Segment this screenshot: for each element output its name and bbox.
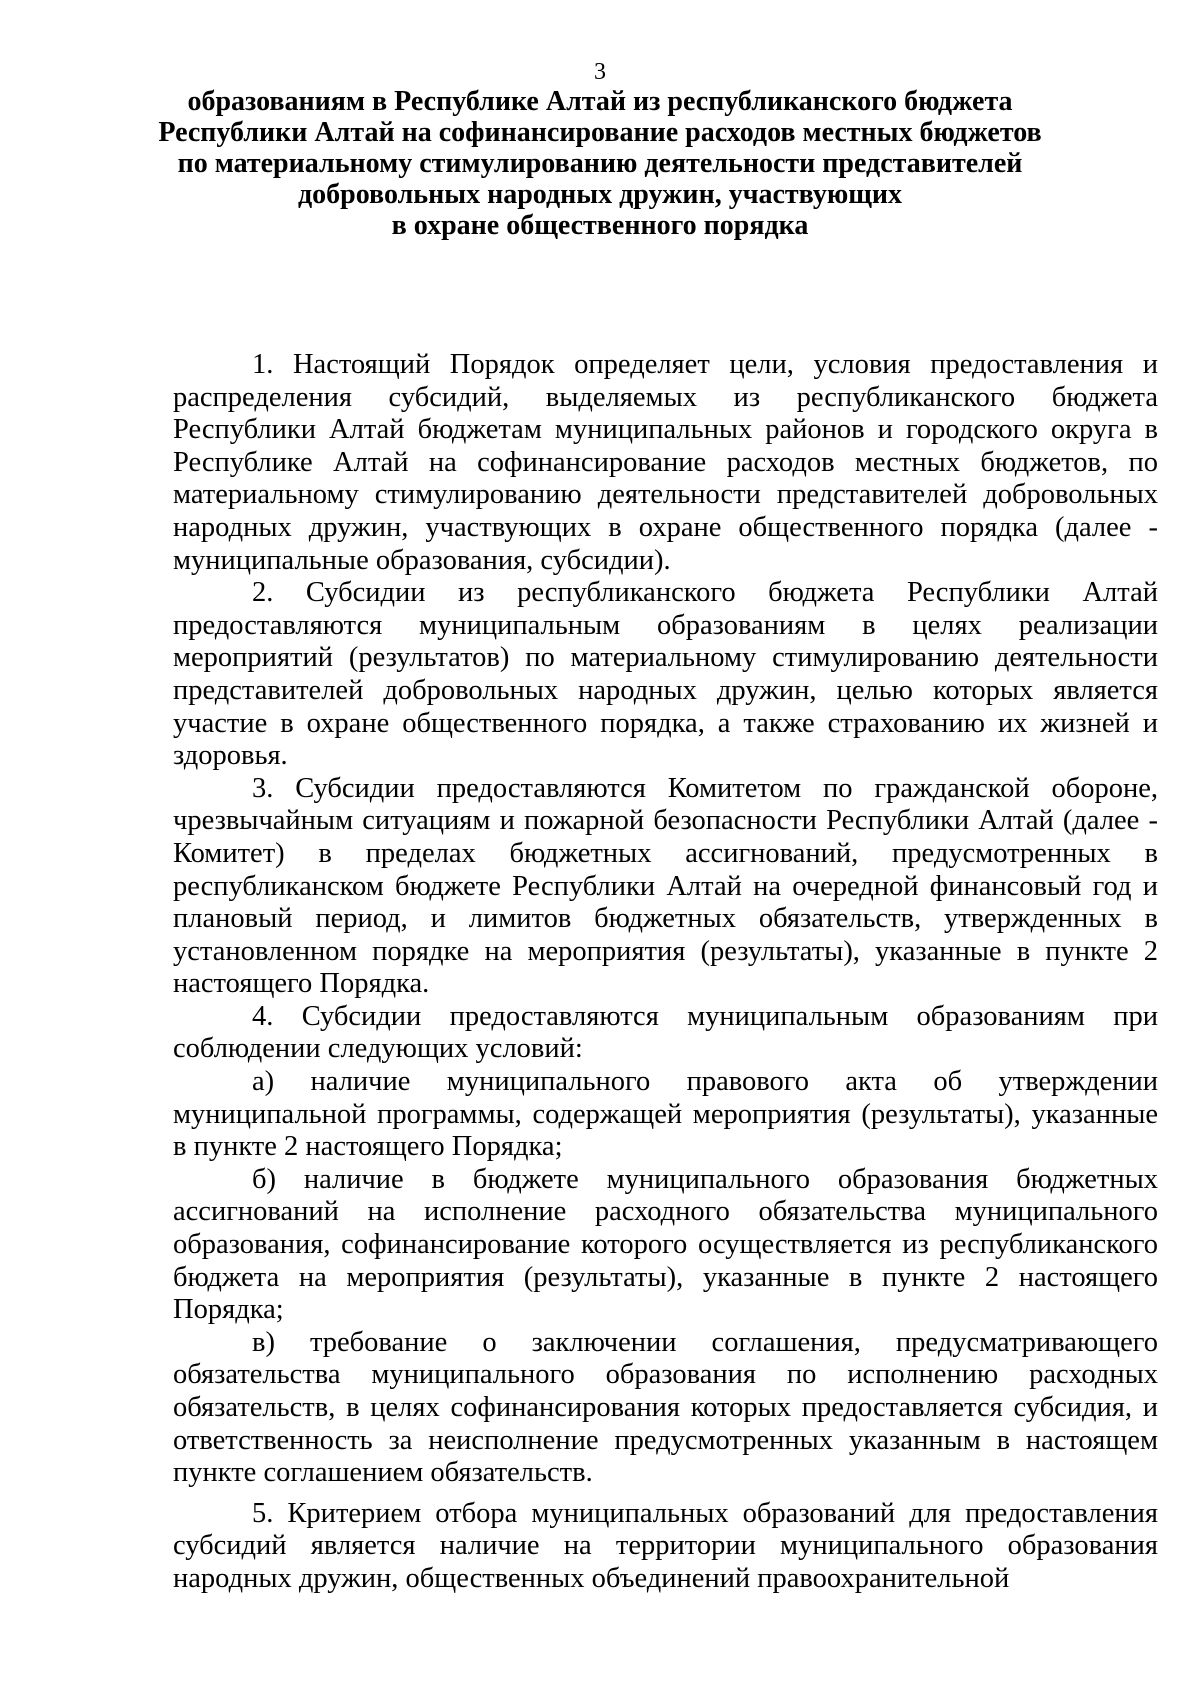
heading-line: добровольных народных дружин, участвующих	[297, 179, 903, 210]
document-heading	[150, 86, 1050, 241]
document-body	[173, 349, 1158, 1596]
paragraph-4: 4. Субсидии предоставляются муниципальным образованиям при соблюдении следующих условий:	[173, 1000, 1158, 1065]
paragraph-5: 5. Критерием отбора муниципальных образований для предоставления субсидий является наличие на территории муниципального образования народных дружин, общественных объединений правоохранительной	[173, 1497, 1158, 1594]
paragraph-4a: а) наличие муниципального правового акта об утверждении муниципальной программы, содержащей мероприятия (результаты), указанные в пункте 2 настоящего Порядка;	[173, 1066, 1158, 1163]
paragraph-4b: б) наличие в бюджете муниципального образования бюджетных ассигнований на исполнение расходного обязательства муниципального образования, софинансирование которого осуществляется из республиканского бюджета на мероприятия (результаты), указанные в пункте 2 настоящего Порядка;	[173, 1163, 1158, 1326]
paragraph-2: 2. Субсидии из республиканского бюджета Республики Алтай предоставляются муниципальным образованиям в целях реализации мероприятий (результатов) по материальному стимулированию деятельности представителей добровольных народных дружин, целью которых является участие в охране общественного порядка, а также страхованию их жизней и здоровья.	[173, 577, 1158, 772]
page-number: 3	[594, 59, 606, 85]
paragraph-1: 1. Настоящий Порядок определяет цели, условия предоставления и распределения субсидий, выделяемых из республиканского бюджета Республики Алтай бюджетам муниципальных районов и городского округа в Республике Алтай на софинансирование расходов местных бюджетов, по материальному стимулированию деятельности представителей добровольных народных дружин, участвующих в охране общественного порядка (далее - муниципальные образования, субсидии).	[173, 349, 1158, 576]
heading-line: Республики Алтай на софинансирование расходов местных бюджетов	[158, 117, 1042, 148]
heading-line: в охране общественного порядка	[391, 210, 809, 241]
heading-line: по материальному стимулированию деятельности представителей	[177, 148, 1023, 179]
heading-line: образованиям в Республике Алтай из республиканского бюджета	[187, 86, 1013, 117]
paragraph-4c: в) требование о заключении соглашения, предусматривающего обязательства муниципального образования по исполнению расходных обязательств, в целях софинансирования которых предоставляется субсидия, и ответственность за неисполнение предусмотренных указанным в настоящем пункте соглашением обязательств.	[173, 1326, 1158, 1489]
paragraph-3: 3. Субсидии предоставляются Комитетом по гражданской обороне, чрезвычайным ситуациям и пожарной безопасности Республики Алтай (далее - Комитет) в пределах бюджетных ассигнований, предусмотренных в республиканском бюджете Республики Алтай на очередной финансовый год и плановый период, и лимитов бюджетных обязательств, утвержденных в установленном порядке на мероприятия (результаты), указанные в пункте 2 настоящего Порядка.	[173, 772, 1158, 1000]
